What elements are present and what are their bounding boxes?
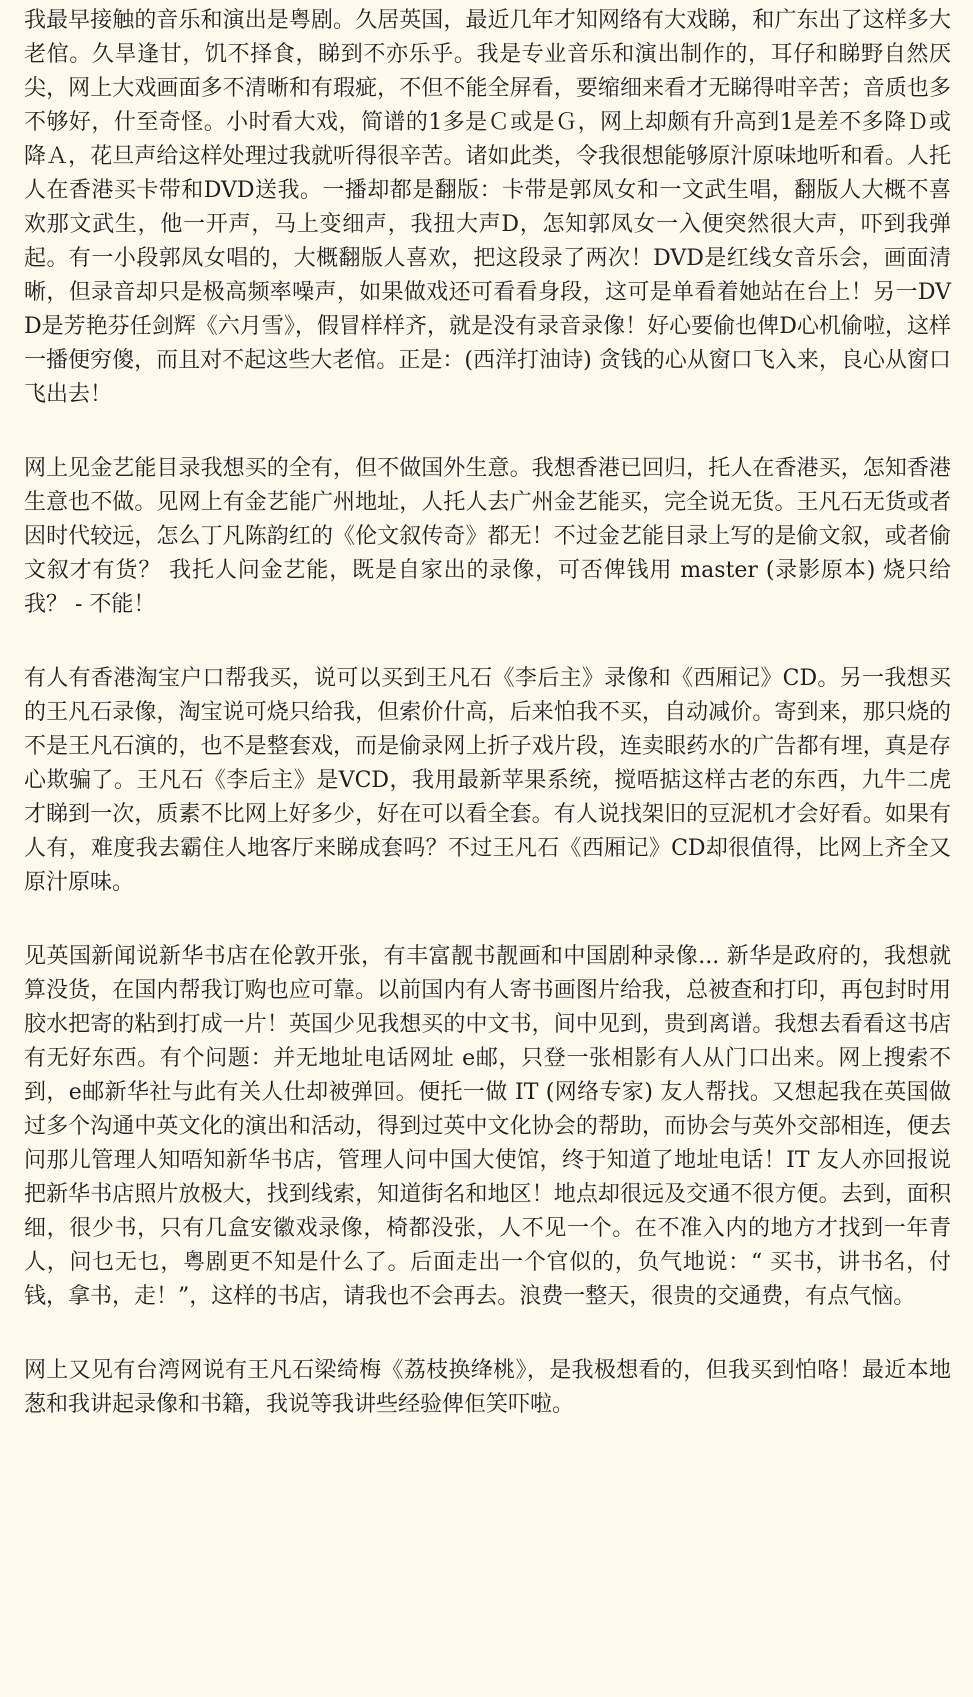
paragraph-5: 网上又见有台湾网说有王凡石梁绮梅《荔枝换绛桃》，是我极想看的，但我买到怕咯！最近本地葱和我讲起录像和书籍，我说等我讲些经验俾佢笑吓啦。 (24, 1358, 951, 1417)
paragraph-2: 网上见金艺能目录我想买的全有，但不做国外生意。我想香港已回归，托人在香港买，怎知香港生意也不做。见网上有金艺能广州地址，人托人去广州金艺能买，完全说无货。王凡石无货或者因时代较远，怎么丁凡陈韵红的《伦文叙传奇》都无！不过金艺能目录上写的是偷文叙，或者偷文叙才有货？ 我托人问金艺能，既是自家出的录像，可否俾钱用 master (录影原本) 烧只给我？ - 不能！ (24, 456, 951, 617)
paragraph-4: 见英国新闻说新华书店在伦敦开张，有丰富靓书靓画和中国剧种录像... 新华是政府的，我想就算没货，在国内帮我订购也应可靠。以前国内有人寄书画图片给我，总被查和打印，再包封时用胶水把寄的粘到打成一片！英国少见我想买的中文书，间中见到，贵到离谱。我想去看看这书店有无好东西。有个问题：并无地址电话网址 e邮，只登一张相影有人从门口出来。网上搜索不到，e邮新华社与此有关人仕却被弹回。便托一做 IT (网络专家) 友人帮找。又想起我在英国做过多个沟通中英文化的演出和活动，得到过英中文化协会的帮助，而协会与英外交部相连，便去问那儿管理人知唔知新华书店，管理人问中国大使馆，终于知道了地址电话！IT 友人亦回报说把新华书店照片放极大，找到线索，知道街名和地区！地点却很远及交通不很方便。去到，面积细，很少书，只有几盒安徽戏录像，椅都没张，人不见一个。在不准入内的地方才找到一年青人，问乜无乜，粤剧更不知是什么了。后面走出一个官似的，负气地说：“ 买书，讲书名，付钱，拿书，走！”，这样的书店，请我也不会再去。浪费一整天，很贵的交通费，有点气恼。 (24, 944, 951, 1309)
paragraph-1: 我最早接触的音乐和演出是粤剧。久居英国，最近几年才知网络有大戏睇，和广东出了这样多大老倌。久旱逢甘，饥不择食，睇到不亦乐乎。我是专业音乐和演出制作的，耳仔和睇野自然厌尖，网上大戏画面多不清晰和有瑕疵，不但不能全屏看，要缩细来看才无睇得咁辛苦；音质也多不够好，什至奇怪。小时看大戏，简谱的1多是Ｃ或是Ｇ，网上却颇有升高到1是差不多降Ｄ或降Ａ，花旦声给这样处理过我就听得很辛苦。诸如此类，令我很想能够原汁原味地听和看。人托人在香港买卡带和DVD送我。一播却都是翻版：卡带是郭凤女和一文武生唱，翻版人大概不喜欢那文武生，他一开声，马上变细声，我扭大声D，怎知郭凤女一入便突然很大声，吓到我弹起。有一小段郭凤女唱的，大概翻版人喜欢，把这段录了两次！DVD是红线女音乐会，画面清晰，但录音却只是极高频率噪声，如果做戏还可看看身段，这可是单看着她站在台上！另一DVD是芳艳芬任剑辉《六月雪》，假冒样样齐，就是没有录音录像！好心要偷也俾D心机偷啦，这样一播便穷傻，而且对不起这些大老倌。正是：(西洋打油诗) 贪钱的心从窗口飞入来，良心从窗口飞出去！ (24, 8, 951, 407)
paragraph-3: 有人有香港淘宝户口帮我买，说可以买到王凡石《李后主》录像和《西厢记》CD。另一我想买的王凡石录像，淘宝说可烧只给我，但索价什高，后来怕我不买，自动减价。寄到来，那只烧的不是王凡石演的，也不是整套戏，而是偷录网上折子戏片段，连卖眼药水的广告都有埋，真是存心欺骗了。王凡石《李后主》是VCD，我用最新苹果系统，搅唔掂这样古老的东西，九牛二虎才睇到一次，质素不比网上好多少，好在可以看全套。有人说找架旧的豆泥机才会好看。如果有人有，难度我去霸住人地客厅来睇成套吗？不过王凡石《西厢记》CD却很值得，比网上齐全又原汁原味。 (24, 666, 951, 895)
